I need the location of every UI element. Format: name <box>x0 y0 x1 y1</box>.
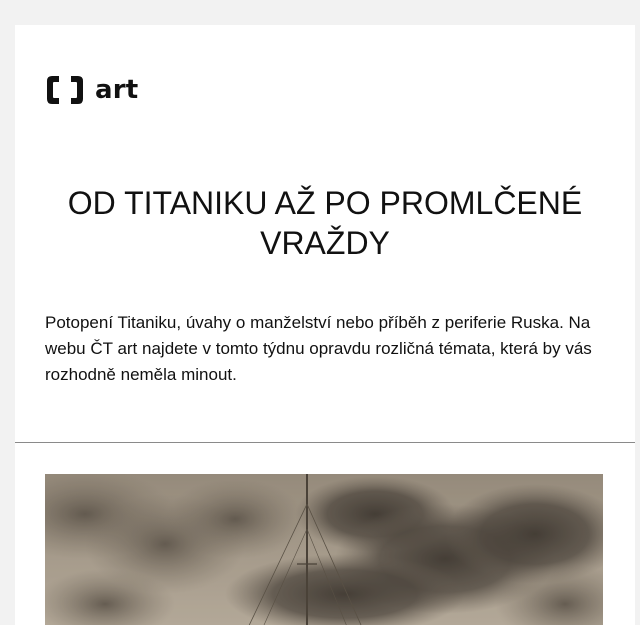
newsletter-card <box>15 25 635 625</box>
logo-text: art <box>95 75 139 105</box>
ct-art-logo[interactable] <box>45 73 138 107</box>
section-divider <box>15 442 635 443</box>
ct-logo-icon <box>45 74 91 106</box>
newsletter-headline: OD TITANIKU AŽ PO PROMLČENÉ VRAŽDY <box>67 185 583 261</box>
intro-paragraph: Potopení Titaniku, úvahy o manželství nebo příběh z periferie Ruska. Na webu ČT art najdete v tomto týdnu opravdu rozličná témata, která by vás rozhodně neměla minout. <box>45 313 592 384</box>
hero-image[interactable] <box>45 474 603 625</box>
titanic-photo-icon <box>45 474 603 625</box>
